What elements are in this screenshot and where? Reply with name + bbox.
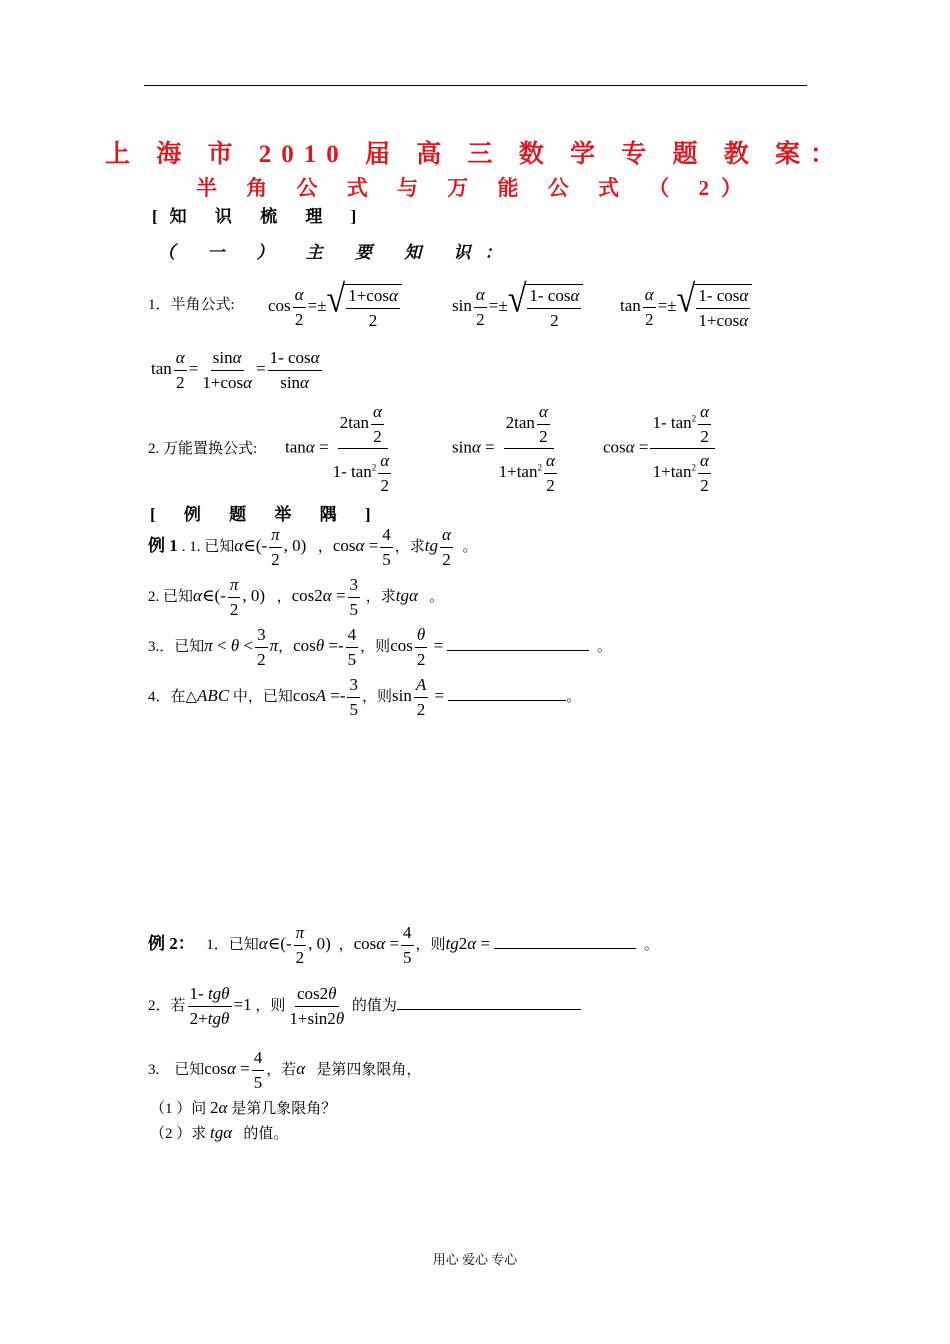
item1-label: 1．半角公式:: [148, 297, 235, 313]
formula-tan-half-ratio: tan $\frac{\alpha}{2}$ = $\frac{\sin\alpha}{1+\cos\alpha}$ = $\frac{1- \cos\alpha}{\sin\alpha}$: [151, 348, 320, 392]
formula-tan-half: tan $\frac{\alpha}{2}$ =± √ $\frac{1- \cos\alpha}{1+\cos\alpha}$: [620, 284, 752, 330]
ex2-q3: 3. 已知cosα = $\frac{4}{5}$ ，若α 是第四象限角，: [148, 1048, 422, 1092]
ex1-q4: 4．在△ABC 中，已知cosA =- $\frac{3}{5}$ ，则sin $\frac{A}{2}$ = 。: [148, 675, 582, 719]
ex2-q3-sub2: （2 ）求 tgα 的值。: [150, 1123, 289, 1142]
ex1-q2: 2. 已知α∈(- $\frac{\pi}{2}$ , 0) ，cos2α = $\frac{3}{5}$ ，求tgα 。: [148, 575, 445, 619]
formula-universal-sin: sinα = 2tan $\frac{\alpha}{2}$ $1+\tan^2$ $\frac{\alpha}{2}$: [452, 402, 555, 495]
ex1-q3-answer-blank: [447, 650, 589, 651]
ex1-label: 例 1: [148, 535, 178, 555]
ex2-q3-sub1: （1 ）问 2α 是第几象限角？: [150, 1098, 337, 1117]
item2-label: 2. 万能置换公式:: [148, 441, 258, 457]
header-rule: [144, 85, 807, 86]
ex2-q1-answer-blank: [494, 948, 636, 949]
page-footer: 用心 爱心 专心: [432, 1252, 518, 1267]
ex2-q2: 2．若 $\frac{\text{1- tgθ}}{\text{2+tgθ}}$ =1 ，则 $\frac{\cos 2\theta}{1+\sin 2\theta}$ 的值为: [148, 984, 581, 1028]
ex2-label: 例 2：: [148, 933, 195, 953]
ex2-q2-answer-blank: [397, 1009, 581, 1010]
formula-universal-tan: tanα = 2tan $\frac{\alpha}{2}$ 1- $\tan^2$ $\frac{\alpha}{2}$: [285, 402, 390, 495]
ex1-q1: 例 1 . 1. 已知α∈(- $\frac{\pi}{2}$ , 0) ，cosα = $\frac{4}{5}$ ，求tg $\frac{\alpha}{2}$ 。: [148, 525, 478, 569]
section-knowledge: [知 识 梳 理 ]: [152, 207, 369, 226]
formula-sin-half: sin $\frac{\alpha}{2}$ =± √ $\frac{1- \cos\alpha}{2}$: [452, 284, 583, 330]
ex1-q4-answer-blank: [448, 700, 566, 701]
formula-universal-cos: cosα = 1- $\tan^2$ $\frac{\alpha}{2}$ $1+\tan^2$ $\frac{\alpha}{2}$: [603, 402, 717, 495]
page-title: 上 海 市 2010 届 高 三 数 学 专 题 教 案：: [104, 141, 845, 168]
section-examples: [ 例 题 举 隅 ]: [150, 505, 383, 524]
ex2-q1: 例 2： 1．已知α∈(- $\frac{\pi}{2}$ , 0) ，cosα = $\frac{4}{5}$ ，则tg2α = 。: [148, 923, 659, 967]
subsection-main: （ 一 ） 主 要 知 识：: [158, 243, 516, 262]
page-subtitle: 半 角 公 式 与 万 能 公 式 （ 2）: [196, 176, 754, 200]
ex1-q3: 3.．已知π < θ < $\frac{3}{2}$ π，cosθ =- $\frac{4}{5}$ ，则cos $\frac{\theta}{2}$ = 。: [148, 625, 612, 669]
formula-cos-half: cos $\frac{\alpha}{2}$ =± √ $\frac{1+\cos\alpha}{2}$: [268, 284, 402, 330]
